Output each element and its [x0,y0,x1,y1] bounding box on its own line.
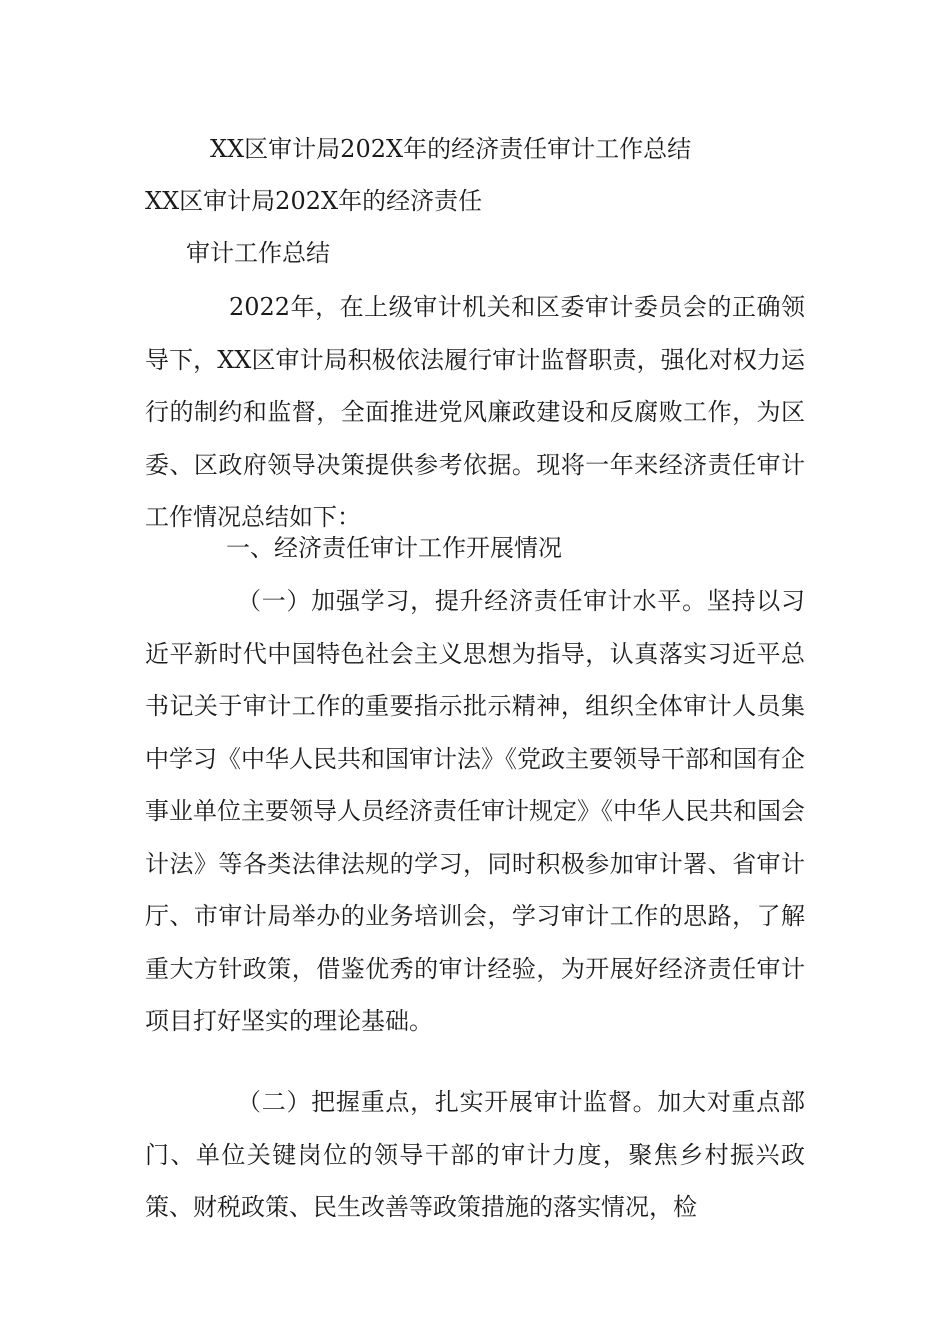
document-subtitle-line1: XX区审计局202X年的经济责任 [145,187,483,215]
intro-paragraph: 2022年，在上级审计机关和区委审计委员会的正确领导下，XX区审计局积极依法履行审计监督职责，强化对权力运行的制约和监督，全面推进党风廉政建设和反腐败工作，为区委、区政府领导决策提供参考依据。现将一年来经济责任审计工作情况总结如下： [145,293,805,531]
document-title: XX区审计局202X年的经济责任审计工作总结 [210,135,692,163]
item2-paragraph: （二）把握重点，扎实开展审计监督。加大对重点部门、单位关键岗位的领导干部的审计力度，聚焦乡村振兴政策、财税政策、民生改善等政策措施的落实情况，检 [145,1088,805,1221]
item1-paragraph: （一）加强学习，提升经济责任审计水平。坚持以习近平新时代中国特色社会主义思想为指导，认真落实习近平总书记关于审计工作的重要指示批示精神，组织全体审计人员集中学习《中华人民共和国审计法》《党政主要领导干部和国有企事业单位主要领导人员经济责任审计规定》《中华人民共和国会计法》等各类法律法规的学习，同时积极参加审计署、省审计厅、市审计局举办的业务培训会，学习审计工作的思路，了解重大方针政策，借鉴优秀的审计经验，为开展好经济责任审计项目打好坚实的理论基础。 [145,587,805,1035]
section1-heading: 一、经济责任审计工作开展情况 [226,534,562,562]
document-subtitle-line2: 审计工作总结 [186,239,330,267]
